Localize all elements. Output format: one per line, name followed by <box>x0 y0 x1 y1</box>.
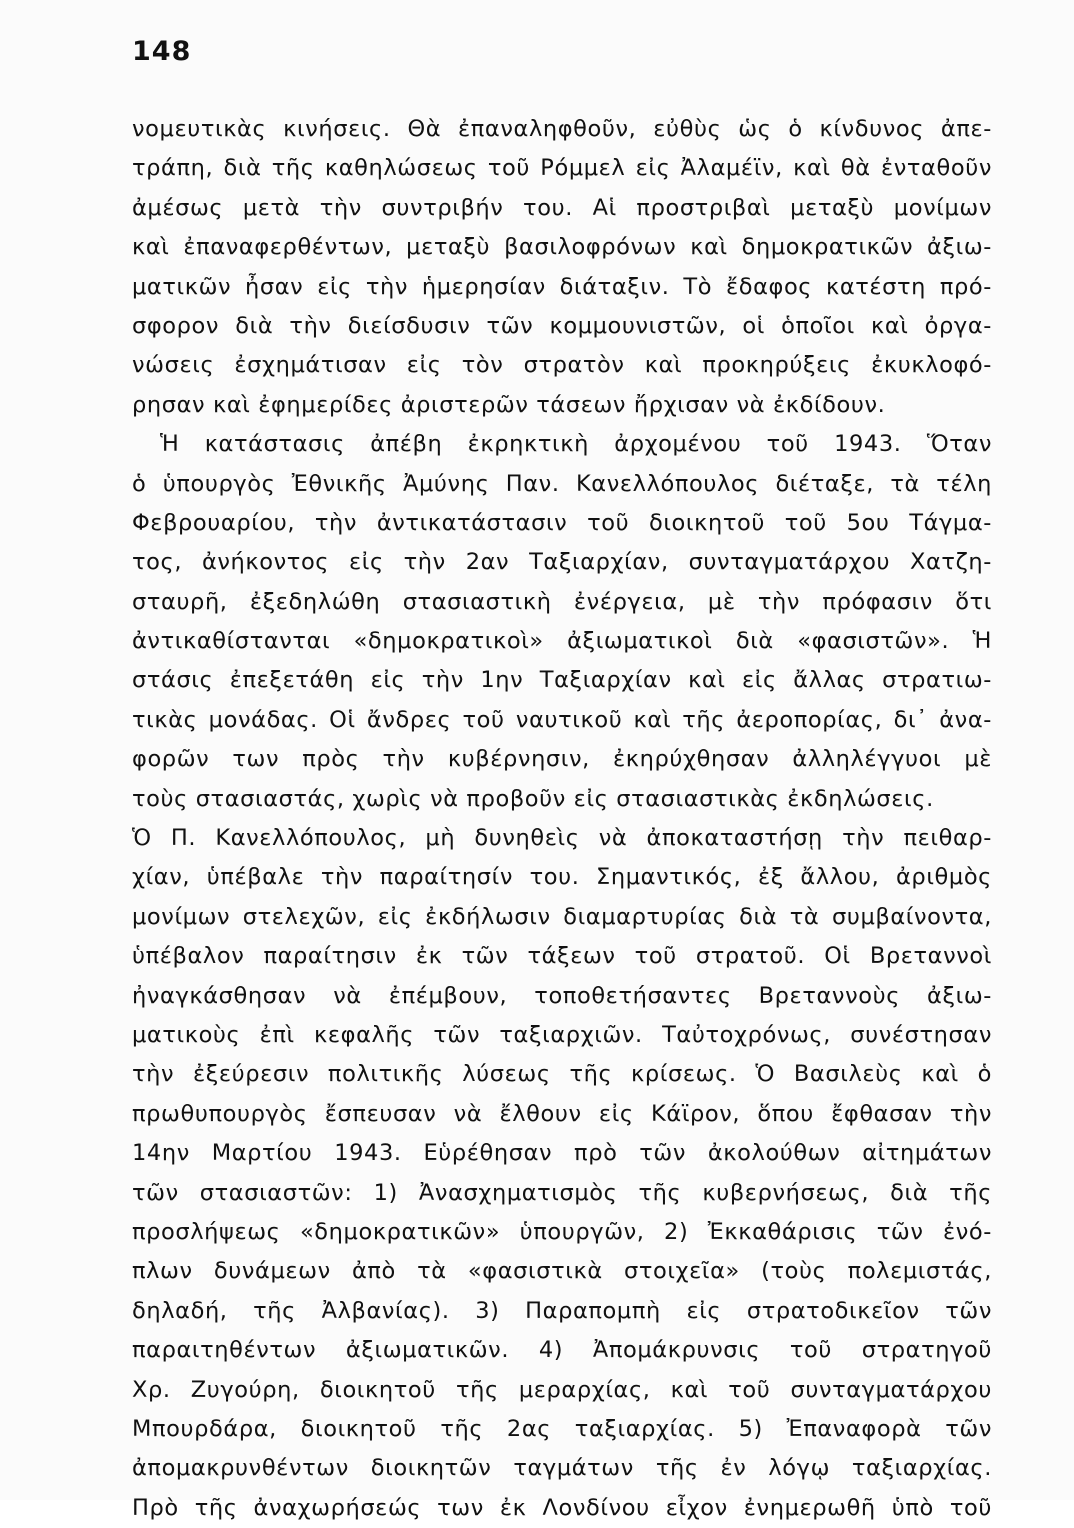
text-line: Μπουρδάρα, διοικητοῦ τῆς 2ας ταξιαρχίας. 5) Ἐπαναφορὰ τῶν <box>132 1415 992 1442</box>
text-line: καὶ ἐπαναφερθέντων, μεταξὺ βασιλοφρόνων καὶ δημοκρατικῶν ἀξιω- <box>132 234 992 261</box>
text-line: τοὺς στασιαστάς, χωρὶς νὰ προβοῦν εἰς στασιαστικὰς ἐκδηλώσεις. <box>132 785 934 812</box>
text-line: μονίμων στελεχῶν, εἰς ἐκδήλωσιν διαμαρτυρίας διὰ τὰ συμβαίνοντα, <box>132 903 992 930</box>
text-line: Χρ. Ζυγούρη, διοικητοῦ τῆς μεραρχίας, καὶ τοῦ συνταγματάρχου <box>132 1376 992 1403</box>
text-line: ἀμέσως μετὰ τὴν συντριβήν του. Αἱ προστριβαὶ μεταξὺ μονίμων <box>132 194 992 221</box>
text-line: Πρὸ τῆς ἀναχωρήσεώς των ἐκ Λονδίνου εἶχον ἐνημερωθῆ ὑπὸ τοῦ <box>132 1494 992 1521</box>
page-number: 148 <box>132 36 192 67</box>
text-line: τικὰς μονάδας. Οἱ ἄνδρες τοῦ ναυτικοῦ καὶ τῆς ἀεροπορίας, δι᾿ ἀνα- <box>132 706 992 733</box>
text-line: ματικῶν ἦσαν εἰς τὴν ἡμερησίαν διάταξιν. Τὸ ἔδαφος κατέστη πρό- <box>132 273 992 300</box>
text-line: ρησαν καὶ ἐφημερίδες ἀριστερῶν τάσεων ἤρχισαν νὰ ἐκδίδουν. <box>132 391 886 418</box>
text-line: φορῶν των πρὸς τὴν κυβέρνησιν, ἐκηρύχθησαν ἀλληλέγγυοι μὲ <box>132 746 992 773</box>
text-line: σταυρῆ, ἐξεδηλώθη στασιαστικὴ ἐνέργεια, μὲ τὴν πρόφασιν ὅτι <box>132 588 992 615</box>
text-line: παραιτηθέντων ἀξιωματικῶν. 4) Ἀπομάκρυνσις τοῦ στρατηγοῦ <box>132 1337 992 1364</box>
text-line: ματικοὺς ἐπὶ κεφαλῆς τῶν ταξιαρχιῶν. Ταὐτοχρόνως, συνέστησαν <box>132 1021 992 1048</box>
text-line: τράπη, διὰ τῆς καθηλώσεως τοῦ Ρόμμελ εἰς Ἀλαμέϊν, καὶ θὰ ἐνταθοῦν <box>132 155 992 182</box>
text-line: τος, ἀνήκοντος εἰς τὴν 2αν Ταξιαρχίαν, συνταγματάρχου Χατζη- <box>132 549 992 576</box>
text-line: στάσις ἐπεξετάθη εἰς τὴν 1ην Ταξιαρχίαν καὶ εἰς ἄλλας στρατιω- <box>132 667 992 694</box>
text-line: ἀπομακρυνθέντων διοικητῶν ταγμάτων τῆς ἐν λόγῳ ταξιαρχίας. <box>132 1455 992 1482</box>
text-line: τῶν στασιαστῶν: 1) Ἀνασχηματισμὸς τῆς κυβερνήσεως, διὰ τῆς <box>132 1179 992 1206</box>
text-line: νομευτικὰς κινήσεις. Θὰ ἐπαναληφθοῦν, εὐθὺς ὡς ὁ κίνδυνος ἀπε- <box>132 116 992 142</box>
text-line: πλων δυνάμεων ἀπὸ τὰ «φασιστικὰ στοιχεῖα» (τοὺς πολεμιστάς, <box>132 1258 992 1285</box>
text-line: χίαν, ὑπέβαλε τὴν παραίτησίν του. Σημαντικός, ἐξ ἄλλου, ἀριθμὸς <box>132 864 992 891</box>
text-line: Φεβρουαρίου, τὴν ἀντικατάστασιν τοῦ διοικητοῦ τοῦ 5ου Τάγμα- <box>132 509 992 536</box>
text-line: ἠναγκάσθησαν νὰ ἐπέμβουν, τοποθετήσαντες Βρεταννοὺς ἀξιω- <box>132 982 992 1009</box>
text-line: σφορον διὰ τὴν διείσδυσιν τῶν κομμουνιστῶν, οἱ ὁποῖοι καὶ ὀργα- <box>132 312 992 339</box>
body-text <box>132 110 992 1528</box>
text-line: ἀντικαθίστανται «δημοκρατικοὶ» ἀξιωματικοὶ διὰ «φασιστῶν». Ἡ <box>132 628 992 655</box>
text-line: Ἡ κατάστασις ἀπέβη ἐκρηκτικὴ ἀρχομένου τοῦ 1943. Ὅταν <box>160 431 992 458</box>
text-line: νώσεις ἐσχημάτισαν εἰς τὸν στρατὸν καὶ προκηρύξεις ἐκυκλοφό- <box>132 352 992 379</box>
text-line: προσλήψεως «δημοκρατικῶν» ὑπουργῶν, 2) Ἐκκαθάρισις τῶν ἐνό- <box>132 1218 992 1245</box>
text-line: τὴν ἐξεύρεσιν πολιτικῆς λύσεως τῆς κρίσεως. Ὁ Βασιλεὺς καὶ ὁ <box>132 1061 992 1088</box>
text-line: ὁ ὑπουργὸς Ἐθνικῆς Ἀμύνης Παν. Κανελλόπουλος διέταξε, τὰ τέλη <box>132 470 992 497</box>
text-line: Ὁ Π. Κανελλόπουλος, μὴ δυνηθεὶς νὰ ἀποκαταστήσῃ τὴν πειθαρ- <box>132 825 992 852</box>
text-line: πρωθυπουργὸς ἔσπευσαν νὰ ἔλθουν εἰς Κάϊρον, ὅπου ἔφθασαν τὴν <box>132 1100 992 1127</box>
text-line: ὑπέβαλον παραίτησιν ἐκ τῶν τάξεων τοῦ στρατοῦ. Οἱ Βρεταννοὶ <box>132 943 992 970</box>
text-line: δηλαδή, τῆς Ἀλβανίας). 3) Παραπομπὴ εἰς στρατοδικεῖον τῶν <box>132 1297 992 1324</box>
text-line: 14ην Μαρτίου 1943. Εὑρέθησαν πρὸ τῶν ἀκολούθων αἰτημάτων <box>132 1140 992 1167</box>
